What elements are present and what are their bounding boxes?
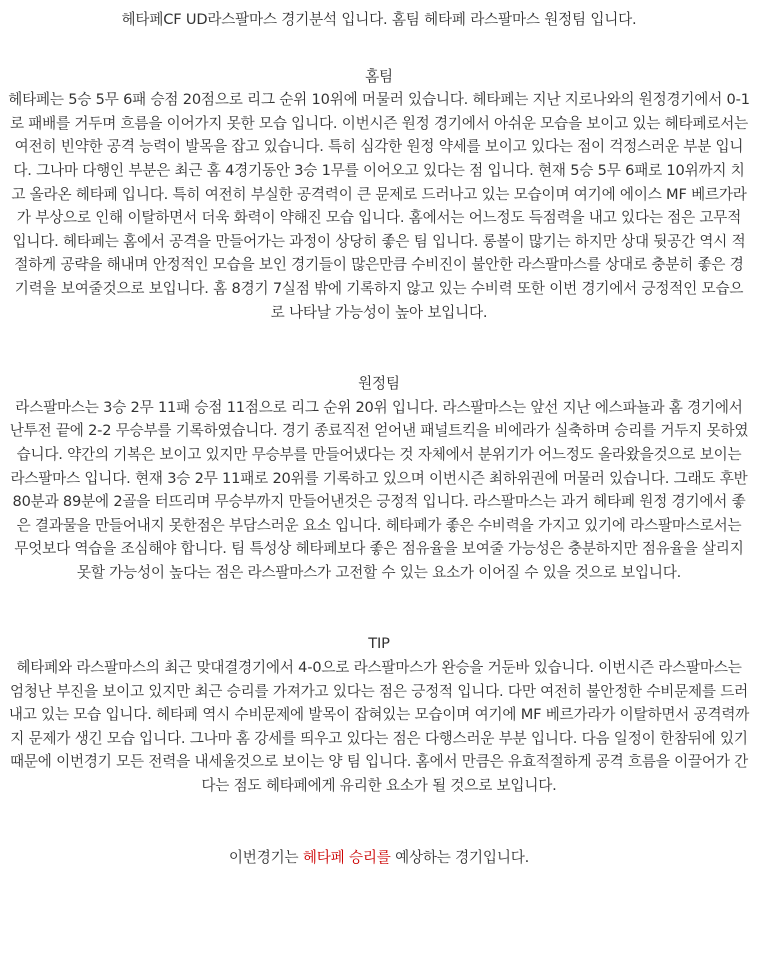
prediction-suffix: 예상하는 경기입니다. — [390, 848, 530, 866]
away-team-body: 라스팔마스는 3승 2무 11패 승점 11점으로 리그 순위 20위 입니다. 라스팔마스는 앞선 지난 에스파뇰과 홈 경기에서 난투전 끝에 2-2 무승부를 기록하였습니다. 경기 종료직전 얻어낸 패널트킥을 비에라가 실축하며 승리를 거두지 못하였습니다. 약간의 기복은 보이고 있지만 무승부를 만들어냈다는 것 자체에서 분위기가 어느정도 올라왔을것으로 보이는 라스팔마스 입니다. 현재 3승 2무 11패로 20위를 기록하고 있으며 이번시즌 최하위권에 머물러 있습니다. 그래도 후반 80분과 89분에 2골을 터뜨리며 무승부까지 만들어낸것은 긍정적 입니다. 라스팔마스는 과거 헤타페 원정 경기에서 좋은 결과물을 만들어내지 못한점은 부담스러운 요소 입니다. 헤타페가 좋은 수비력을 가지고 있기에 라스팔마스로서는 무엇보다 역습을 조심해야 합니다. 팀 특성상 헤타페보다 좋은 점유율을 보여줄 가능성은 충분하지만 점유율을 살리지 못할 가능성이 높다는 점은 라스팔마스가 고전할 수 있는 요소가 이어질 수 있을 것으로 보입니다. — [9, 398, 749, 581]
away-team-section — [8, 372, 750, 584]
home-team-section — [8, 65, 750, 325]
home-team-title: 홈팀 — [365, 67, 393, 85]
tip-section — [8, 632, 750, 797]
prediction-prefix: 이번경기는 — [228, 848, 303, 866]
analysis-page — [0, 8, 758, 962]
intro-text: 헤타페CF UD라스팔마스 경기분석 입니다. 홈팀 헤타페 라스팔마스 원정팀 입니다. — [121, 11, 637, 28]
prediction-line — [8, 846, 750, 870]
away-team-title: 원정팀 — [358, 375, 400, 393]
tip-body: 헤타페와 라스팔마스의 최근 맞대결경기에서 4-0으로 라스팔마스가 완승을 거둔바 있습니다. 이번시즌 라스팔마스는 엄청난 부진을 보이고 있지만 최근 승리를 가져가고 있다는 점은 긍정적 입니다. 다만 여전히 불안정한 수비문제를 드러내고 있는 모습 입니다. 헤타페 역시 수비문제에 발목이 잡혀있는 모습이며 여기에 MF 베르가라가 이탈하면서 공격력까지 문제가 생긴 모습 입니다. 그나마 홈 강세를 띄우고 있다는 점은 다행스러운 부분 입니다. 다음 일정이 한참뒤에 있기 때문에 이번경기 모든 전력을 내세울것으로 보이는 양 팀 입니다. 홈에서 만큼은 유효적절하게 공격 흐름을 이끌어가 간다는 점도 헤타페에게 유리한 요소가 될 것으로 보입니다. — [8, 659, 750, 795]
tip-title: TIP — [368, 635, 390, 653]
prediction-highlight: 헤타페 승리를 — [302, 848, 391, 866]
home-team-body: 헤타페는 5승 5무 6패 승점 20점으로 리그 순위 10위에 머물러 있습니다. 헤타페는 지난 지로나와의 원정경기에서 0-1로 패배를 거두며 흐름을 이어가지 못한 모습 입니다. 이번시즌 원정 경기에서 아쉬운 모습을 보이고 있는 헤타페로서는 여전히 빈약한 공격 능력이 발목을 잡고 있습니다. 특히 심각한 원정 약세를 보이고 있다는 점이 걱정스러운 부분 입니다. 그나마 다행인 부분은 최근 홈 4경기동안 3승 1무를 이어오고 있다는 점 입니다. 현재 5승 5무 6패로 10위까지 치고 올라온 헤타페 입니다. 특히 여전히 부실한 공격력이 큰 문제로 드러나고 있는 모습이며 여기에 에이스 MF 베르가라가 부상으로 인해 이탈하면서 더욱 화력이 약해진 모습 입니다. 홈에서는 어느정도 득점력을 내고 있다는 점은 고무적 입니다. 헤타페는 홈에서 공격을 만들어가는 과정이 상당히 좋은 팀 입니다. 롱볼이 많기는 하지만 상대 뒷공간 역시 적절하게 공략을 해내며 안정적인 모습을 보인 경기들이 많은만큼 수비진이 불안한 라스팔마스를 상대로 충분히 좋은 경기력을 보여줄것으로 보입니다. 홈 8경기 7실점 밖에 기록하지 않고 있는 수비력 또한 이번 경기에서 긍정적인 모습으로 나타날 가능성이 높아 보입니다. — [8, 91, 750, 321]
